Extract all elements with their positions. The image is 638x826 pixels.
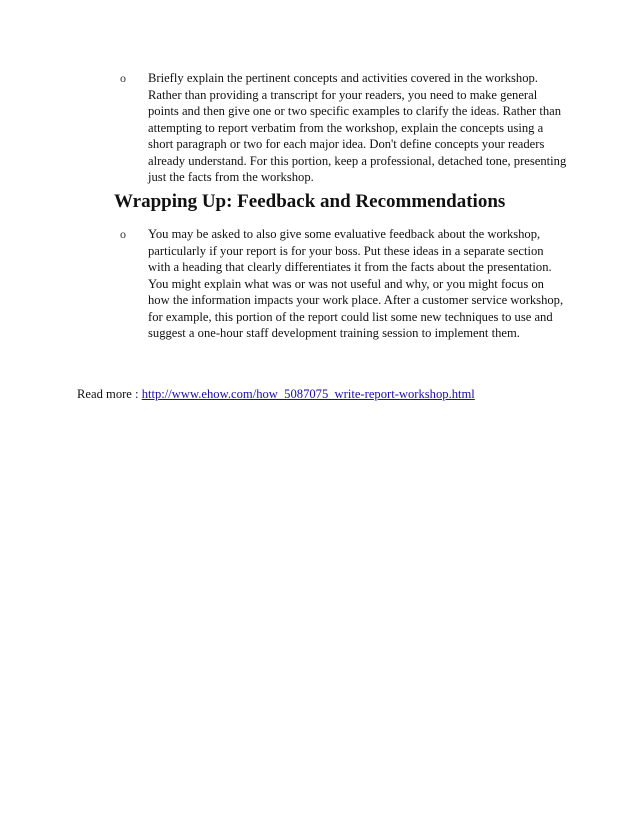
bullet-marker: o xyxy=(120,227,126,241)
list-item-text: You may be asked to also give some evaluative feedback about the workshop, particularly if your report is for your boss. Put these ideas in a separate section with a heading that clearly differentiates it from the facts about the presentation. You might explain what was or was not useful and why, or you might focus on how the information impacts your work place. After a customer service workshop, for example, this portion of the report could list some new techniques to use and suggest a one-hour staff development training session to implement them. xyxy=(148,227,564,340)
read-more-link[interactable]: http://www.ehow.com/how_5087075_write-report-workshop.html xyxy=(141,387,475,401)
read-more-label: Read more : xyxy=(77,387,142,401)
section-heading: Wrapping Up: Feedback and Recommendations xyxy=(114,191,506,212)
list-item xyxy=(118,70,568,186)
read-more-line xyxy=(77,386,597,402)
list-item-text: Briefly explain the pertinent concepts and activities covered in the workshop. Rather than providing a transcript for your readers, you need to make general points and then give one or two specific examples to clarify the ideas. Rather than attempting to report verbatim from the workshop, explain the concepts using a short paragraph or two for each major idea. Don't define concepts your readers already understand. For this portion, keep a professional, detached tone, presenting just the facts from the workshop. xyxy=(148,71,567,184)
bullet-marker: o xyxy=(120,71,126,85)
list-item xyxy=(118,226,568,342)
